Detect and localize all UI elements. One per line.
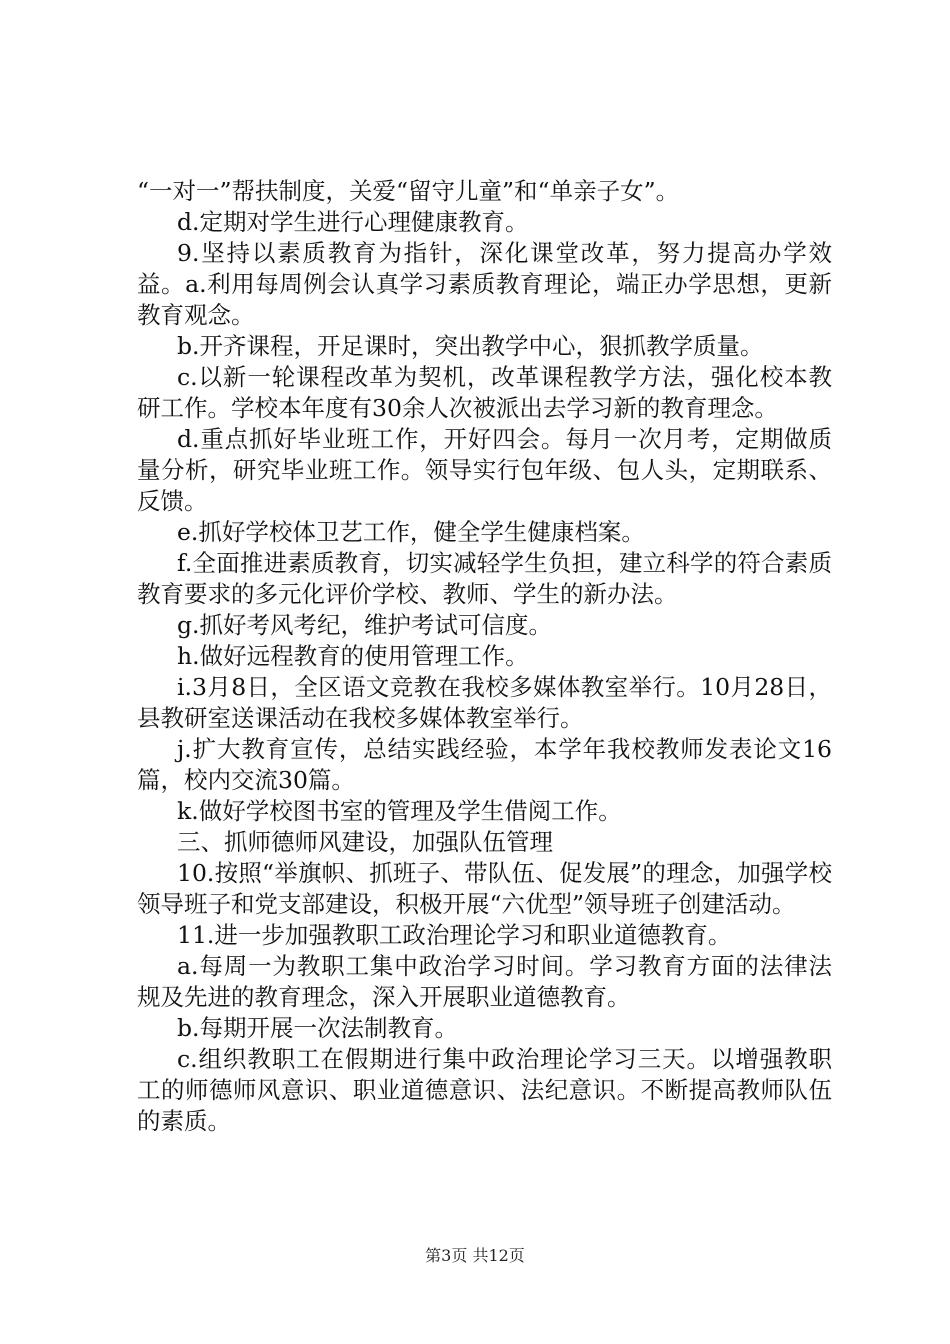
paragraph-5: c.以新一轮课程改革为契机，改革课程教学方法，强化校本教研工作。学校本年度有30余人次被派出去学习新的教育理念。 — [137, 363, 832, 422]
paragraph-18: b.每期开展一次法制教育。 — [177, 1014, 459, 1042]
paragraph-17: a.每周一为教职工集中政治学习时间。学习教育方面的法律法规及先进的教育理念，深入开展职业道德教育。 — [137, 952, 832, 1011]
paragraph-7: e.抓好学校体卫艺工作，健全学生健康档案。 — [177, 518, 645, 546]
paragraph-9: g.抓好考风考纪，维护考试可信度。 — [177, 611, 553, 639]
paragraph-19: c.组织教职工在假期进行集中政治理论学习三天。以增强教职工的师德师风意识、职业道德意识、法纪意识。不断提高教师队伍的素质。 — [137, 1045, 832, 1135]
paragraph-16: 11.进一步加强教职工政治理论学习和职业道德教育。 — [177, 921, 732, 949]
paragraph-2: d.定期对学生进行心理健康教育。 — [177, 208, 529, 236]
page-number-footer: 第3页 共12页 — [425, 1246, 525, 1265]
section-heading: 三、抓师德师风建设，加强队伍管理 — [177, 828, 553, 856]
paragraph-15: 10.按照“举旗帜、抓班子、带队伍、促发展”的理念，加强学校领导班子和党支部建设，积极开展“六优型”领导班子创建活动。 — [137, 859, 832, 918]
paragraph-6: d.重点抓好毕业班工作，开好四会。每月一次月考，定期做质量分析，研究毕业班工作。领导实行包年级、包人头，定期联系、反馈。 — [137, 425, 832, 515]
paragraph-12: j.扩大教育宣传，总结实践经验，本学年我校教师发表论文16篇，校内交流30篇。 — [137, 735, 832, 794]
paragraph-1: “一对一”帮扶制度，关爱“留守儿童”和“单亲子女”。 — [137, 177, 680, 205]
paragraph-8: f.全面推进素质教育，切实减轻学生负担，建立科学的符合素质教育要求的多元化评价学校、教师、学生的新办法。 — [137, 549, 832, 608]
paragraph-3: 9.坚持以素质教育为指针，深化课堂改革，努力提高办学效益。a.利用每周例会认真学习素质教育理论，端正办学思想，更新教育观念。 — [137, 239, 832, 329]
paragraph-13: k.做好学校图书室的管理及学生借阅工作。 — [177, 797, 622, 825]
paragraph-10: h.做好远程教育的使用管理工作。 — [177, 642, 529, 670]
document-body — [137, 176, 832, 1137]
paragraph-11: i.3月8日，全区语文竞教在我校多媒体教室举行。10月28日，县教研室送课活动在我校多媒体教室举行。 — [137, 673, 832, 732]
paragraph-4: b.开齐课程，开足课时，突出教学中心，狠抓教学质量。 — [177, 332, 764, 360]
